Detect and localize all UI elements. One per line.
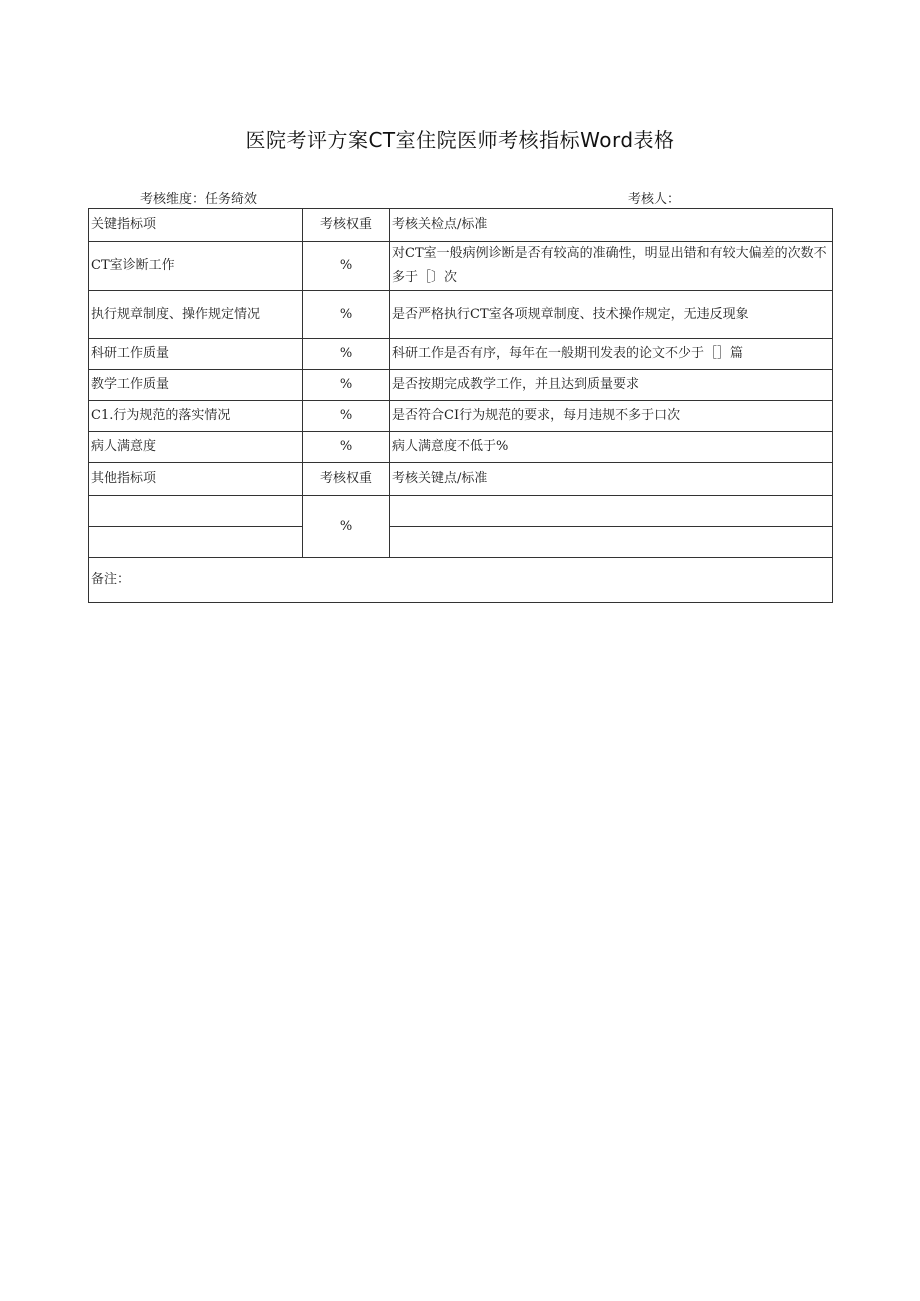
key-header-row xyxy=(89,209,833,242)
weight-cell: % xyxy=(303,339,390,370)
weight-cell: % xyxy=(303,401,390,432)
other-header-row xyxy=(89,463,833,496)
key-weight-header: 考核权重 xyxy=(303,209,390,242)
item-cell: 执行规章制度、操作规定情况 xyxy=(89,291,303,339)
note-label: 备注： xyxy=(89,558,833,603)
item-cell: 科研工作质量 xyxy=(89,339,303,370)
table-row xyxy=(89,339,833,370)
item-cell: C1.行为规范的落实情况 xyxy=(89,401,303,432)
assessment-dimension: 考核维度：任务绮效 xyxy=(140,192,258,207)
table-row xyxy=(89,401,833,432)
other-weight-cell: % xyxy=(303,496,390,558)
standard-cell: 是否严格执行CT室各项规章制度、技术操作规定，无违反现象 xyxy=(390,291,833,339)
other-standard-header: 考核关键点/标准 xyxy=(390,463,833,496)
standard-cell: 是否符合CI行为规范的要求，每月违规不多于口次 xyxy=(390,401,833,432)
meta-row xyxy=(88,188,832,208)
table-row xyxy=(89,370,833,401)
weight-cell: % xyxy=(303,242,390,291)
other-weight-header: 考核权重 xyxy=(303,463,390,496)
weight-cell: % xyxy=(303,432,390,463)
table-row xyxy=(89,496,833,527)
standard-cell: 病人满意度不低于% xyxy=(390,432,833,463)
table-row xyxy=(89,291,833,339)
assessor-label: 考核人： xyxy=(628,192,681,207)
other-item-header: 其他指标项 xyxy=(89,463,303,496)
page-title: 医院考评方案CT室住院医师考核指标Word表格 xyxy=(245,128,675,152)
note-row xyxy=(89,558,833,603)
weight-cell: % xyxy=(303,291,390,339)
item-cell: CT室诊断工作 xyxy=(89,242,303,291)
key-standard-header: 考核关检点/标准 xyxy=(390,209,833,242)
other-standard-cell xyxy=(390,527,833,558)
other-item-cell xyxy=(89,496,303,527)
item-cell: 教学工作质量 xyxy=(89,370,303,401)
other-item-cell xyxy=(89,527,303,558)
table-row xyxy=(89,432,833,463)
assessment-table xyxy=(88,208,833,603)
item-cell: 病人满意度 xyxy=(89,432,303,463)
standard-cell: 科研工作是否有序，每年在一般期刊发表的论文不少于［］篇 xyxy=(390,339,833,370)
other-standard-cell xyxy=(390,496,833,527)
key-item-header: 关键指标项 xyxy=(89,209,303,242)
standard-cell: 是否按期完成教学工作，并且达到质量要求 xyxy=(390,370,833,401)
table-row xyxy=(89,527,833,558)
weight-cell: % xyxy=(303,370,390,401)
standard-cell: 对CT室一般病例诊断是否有较高的准确性，明显出错和有较大偏差的次数不多于［〕次 xyxy=(390,242,833,291)
table-row xyxy=(89,242,833,291)
